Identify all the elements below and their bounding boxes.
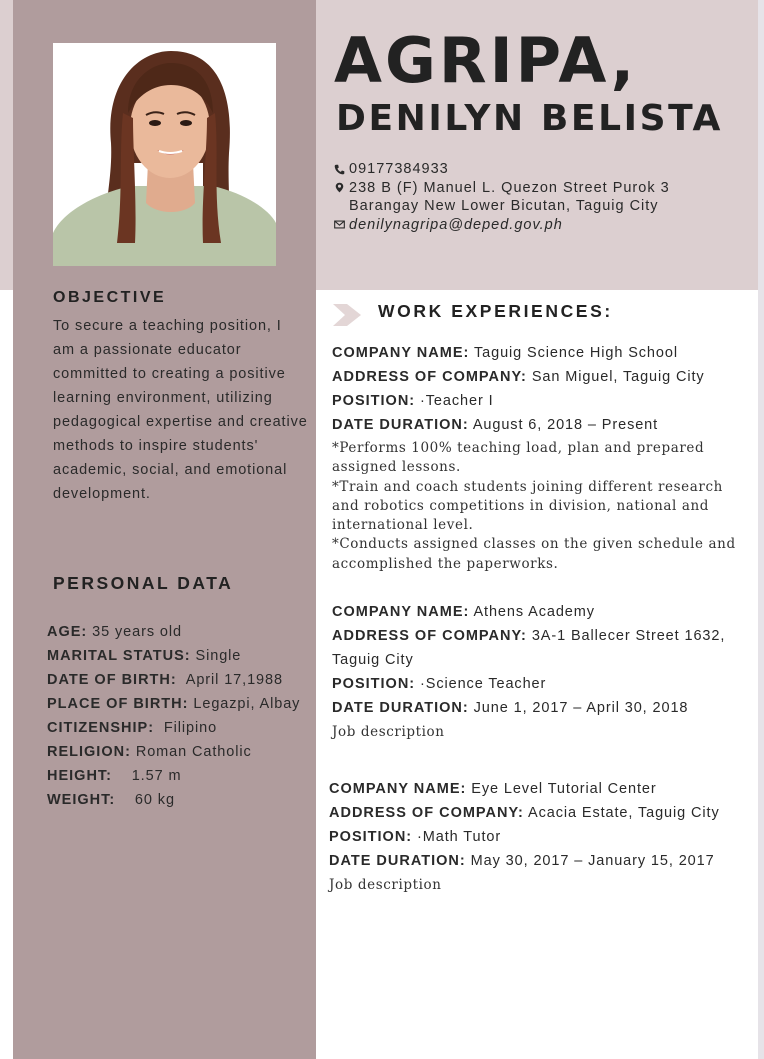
personal-data-religion: RELIGION: Roman Catholic [47, 744, 252, 760]
date-duration: DATE DURATION: June 1, 2017 – April 30, 2018 [332, 700, 689, 716]
company-address: ADDRESS OF COMPANY: Acacia Estate, Taguig City [329, 805, 720, 821]
objective-text: To secure a teaching position, I am a passionate educator committed to creating a positive learning environment, utilizing pedagogical expertise and creative methods to inspire students' academic, social, and emotional development. [53, 318, 308, 502]
job-description: *Performs 100% teaching load, plan and prepared assigned lessons. *Train and coach students joining different research and robotics competitions in division, national and international level. *Conducts assigned classes on the given schedule and accomplished the paperworks. [332, 440, 736, 572]
personal-data-weight: WEIGHT: 60 kg [47, 792, 175, 808]
applicant-first-names: DENILYN BELISTA [336, 98, 723, 139]
position: POSITION: ·Teacher I [332, 393, 494, 409]
applicant-last-name: AGRIPA, [334, 24, 638, 97]
position: POSITION: ·Math Tutor [329, 829, 502, 845]
personal-data-citizenship: CITIZENSHIP: Filipino [47, 720, 218, 736]
personal-data-age: AGE: 35 years old [47, 624, 182, 640]
work-entry [332, 341, 752, 574]
position: POSITION: ·Science Teacher [332, 676, 547, 692]
date-duration: DATE DURATION: August 6, 2018 – Present [332, 417, 659, 433]
address-line-1: 238 B (F) Manuel L. Quezon Street Purok 3 [349, 179, 670, 196]
phone-icon [334, 160, 349, 178]
profile-photo-image [53, 43, 276, 266]
personal-data-heading: PERSONAL DATA [53, 573, 234, 593]
company-name: COMPANY NAME: Athens Academy [332, 604, 595, 620]
phone-number[interactable]: 09177384933 [349, 161, 449, 177]
personal-data-place-of-birth: PLACE OF BIRTH: Legazpi, Albay [47, 696, 301, 712]
map-pin-icon [334, 179, 349, 197]
work-entry [332, 600, 732, 744]
contact-info [334, 160, 670, 234]
personal-data-date-of-birth: DATE OF BIRTH: April 17,1988 [47, 672, 283, 688]
work-experiences-heading: WORK EXPERIENCES: [378, 301, 613, 321]
address-line-2: Barangay New Lower Bicutan, Taguig City [349, 198, 659, 214]
personal-data-list [47, 620, 300, 812]
work-entry [329, 777, 729, 897]
envelope-icon [334, 216, 349, 234]
contact-address [334, 179, 670, 216]
company-address: ADDRESS OF COMPANY: San Miguel, Taguig City [332, 369, 705, 385]
job-description: Job description [332, 724, 445, 740]
contact-phone [334, 160, 670, 179]
email-address[interactable]: denilynagripa@deped.gov.ph [349, 216, 563, 233]
chevron-right-icon [333, 304, 361, 326]
contact-email [334, 216, 670, 235]
profile-photo [53, 43, 276, 266]
company-name: COMPANY NAME: Taguig Science High School [332, 345, 678, 361]
company-address: ADDRESS OF COMPANY: 3A-1 Ballecer Street 1632, Taguig City [332, 628, 726, 668]
personal-data-height: HEIGHT: 1.57 m [47, 768, 182, 784]
page-edge [758, 0, 764, 1059]
personal-data-marital-status: MARITAL STATUS: Single [47, 648, 242, 664]
date-duration: DATE DURATION: May 30, 2017 – January 15, 2017 [329, 853, 715, 869]
job-description: Job description [329, 877, 442, 893]
company-name: COMPANY NAME: Eye Level Tutorial Center [329, 781, 657, 797]
objective-heading: OBJECTIVE [53, 289, 167, 306]
